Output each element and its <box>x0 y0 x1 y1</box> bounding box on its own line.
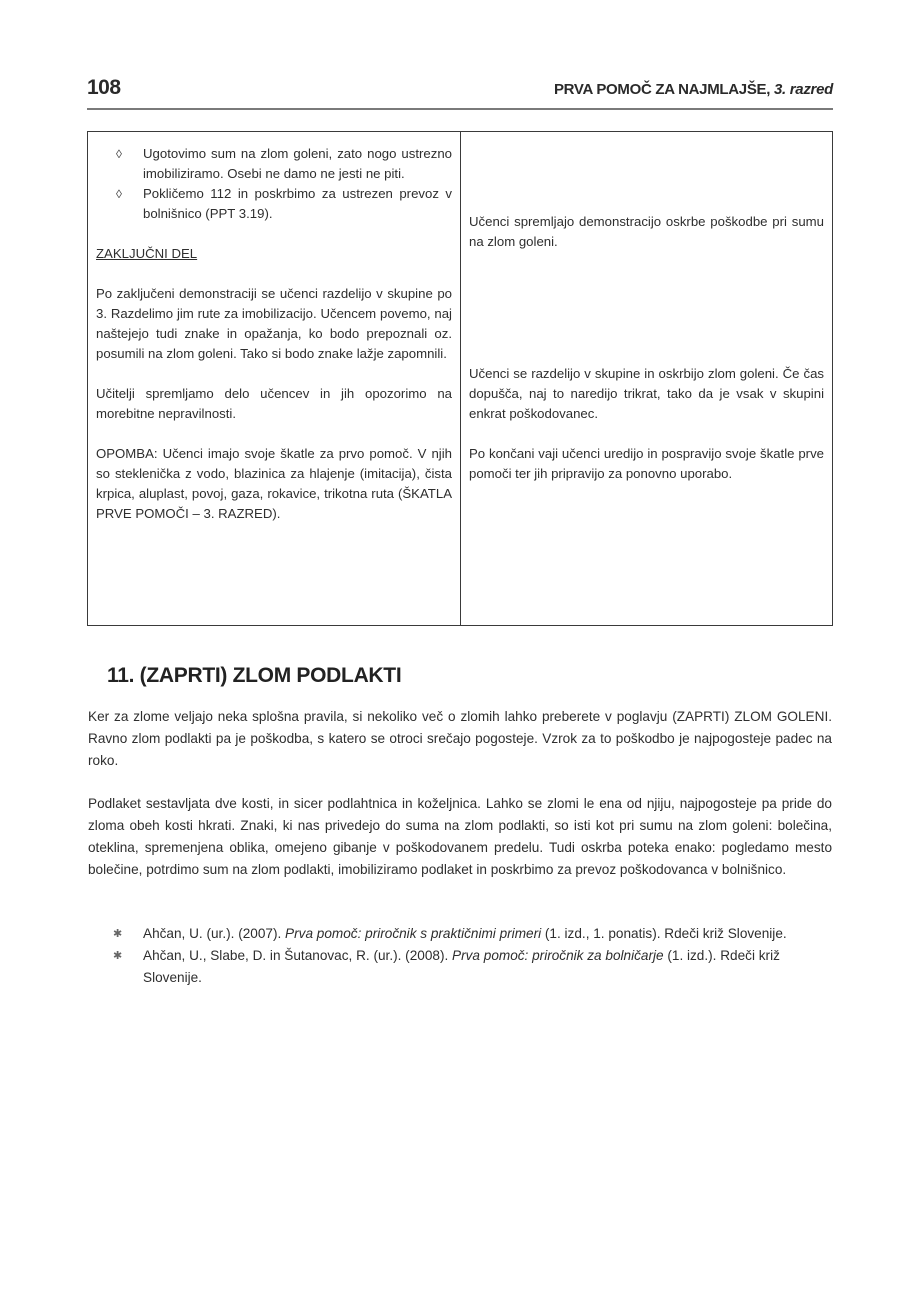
note-paragraph: OPOMBA: Učenci imajo svoje škatle za prvo pomoč. V njih so steklenička z vodo, blazinica za hlajenje (imitacija), čista krpica, aluplast, povoj, gaza, rokavice, trikotna ruta (ŠKATLA PRVE POMOČI – 3. RAZRED). <box>96 446 452 521</box>
teacher-activity-column <box>88 132 461 625</box>
paragraph: Po zaključeni demonstraciji se učenci razdelijo v skupine po 3. Razdelimo jim rute za imobilizacijo. Učencem povemo, naj naštejejo tudi znake in opažanja, ko bodo prepoznali oz. posumili na zlom goleni. Tako si bodo znake lažje zapomnili. <box>96 286 452 361</box>
list-item-text: Pokličemo 112 in poskrbimo za ustrezen prevoz v bolnišnico (PPT 3.19). <box>143 186 452 221</box>
reference-publisher: (1. izd., 1. ponatis). Rdeči križ Slovenije. <box>541 926 787 941</box>
reference-authors: Ahčan, U. (ur.). (2007). <box>143 926 286 941</box>
paragraph: Učenci spremljajo demonstracijo oskrbe poškodbe pri sumu na zlom goleni. <box>469 214 824 249</box>
reference-authors: Ahčan, U., Slabe, D. in Šutanovac, R. (ur.). (2008). <box>143 948 453 963</box>
running-title-grade: 3. razred <box>770 81 833 98</box>
step-list <box>96 144 452 224</box>
running-title-main: PRVA POMOČ ZA NAJMLAJŠE, <box>553 81 771 98</box>
list-item-text: Ugotovimo sum na zlom goleni, zato nogo ustrezno imobiliziramo. Osebi ne damo ne jesti ne piti. <box>143 146 452 181</box>
header-rule <box>87 108 833 110</box>
section-label-conclusion: ZAKLJUČNI DEL <box>96 246 198 261</box>
section-title: 11. (ZAPRTI) ZLOM PODLAKTI <box>107 664 402 687</box>
paragraph: Po končani vaji učenci uredijo in pospravijo svoje škatle prve pomoči ter jih pripravijo za ponovno uporabo. <box>469 446 824 481</box>
page-number: 108 <box>87 76 121 99</box>
reference-list <box>88 923 832 989</box>
reference-title: Prva pomoč: priročnik za bolničarje <box>452 948 664 963</box>
asterisk-bullet-icon: ✱ <box>113 950 123 962</box>
paragraph: Učitelji spremljamo delo učencev in jih opozorimo na morebitne nepravilnosti. <box>96 386 452 421</box>
student-activity-column <box>461 132 832 625</box>
body-paragraph: Podlaket sestavljata dve kosti, in sicer podlahtnica in koželjnica. Lahko se zlomi le ena od njiju, najpogosteje pa pride do zloma obeh kosti hkrati. Znaki, ki nas privedejo do suma na zlom podlakti, so isti kot pri sumu na zlom goleni: bolečina, oteklina, spremenjena oblika, omejeno gibanje v poškodovanem predelu. Tudi oskrba poteka enako: pogledamo mesto bolečine, potrdimo sum na zlom podlakti, imobiliziramo podlaket in poskrbimo za prevoz poškodovanca v bolnišnico. <box>88 796 832 877</box>
running-title <box>554 81 833 98</box>
body-paragraph: Ker za zlome veljajo neka splošna pravila, si nekoliko več o zlomih lahko preberete v poglavju (ZAPRTI) ZLOM GOLENI. Ravno zlom podlakti pa je poškodba, s katero se otroci srečajo pogosteje. Vzrok za to poškodbo je najpogosteje padec na roko. <box>88 709 832 768</box>
diamond-bullet-icon: ◊ <box>116 147 122 161</box>
list-item <box>96 144 452 184</box>
diamond-bullet-icon: ◊ <box>116 187 122 201</box>
asterisk-bullet-icon: ✱ <box>113 928 123 940</box>
reference-item <box>88 923 832 945</box>
reference-item <box>88 945 832 989</box>
reference-title: Prva pomoč: priročnik s praktičnimi primeri <box>285 926 542 941</box>
list-item <box>96 184 452 224</box>
reference-publisher: (1. izd.). Rdeči križ Slovenije. <box>143 948 780 985</box>
lesson-table <box>87 131 833 626</box>
page-header <box>87 76 833 106</box>
paragraph: Učenci se razdelijo v skupine in oskrbijo zlom goleni. Če čas dopušča, naj to naredijo trikrat, tako da je vsak v skupini enkrat poškodovanec. <box>469 366 824 421</box>
